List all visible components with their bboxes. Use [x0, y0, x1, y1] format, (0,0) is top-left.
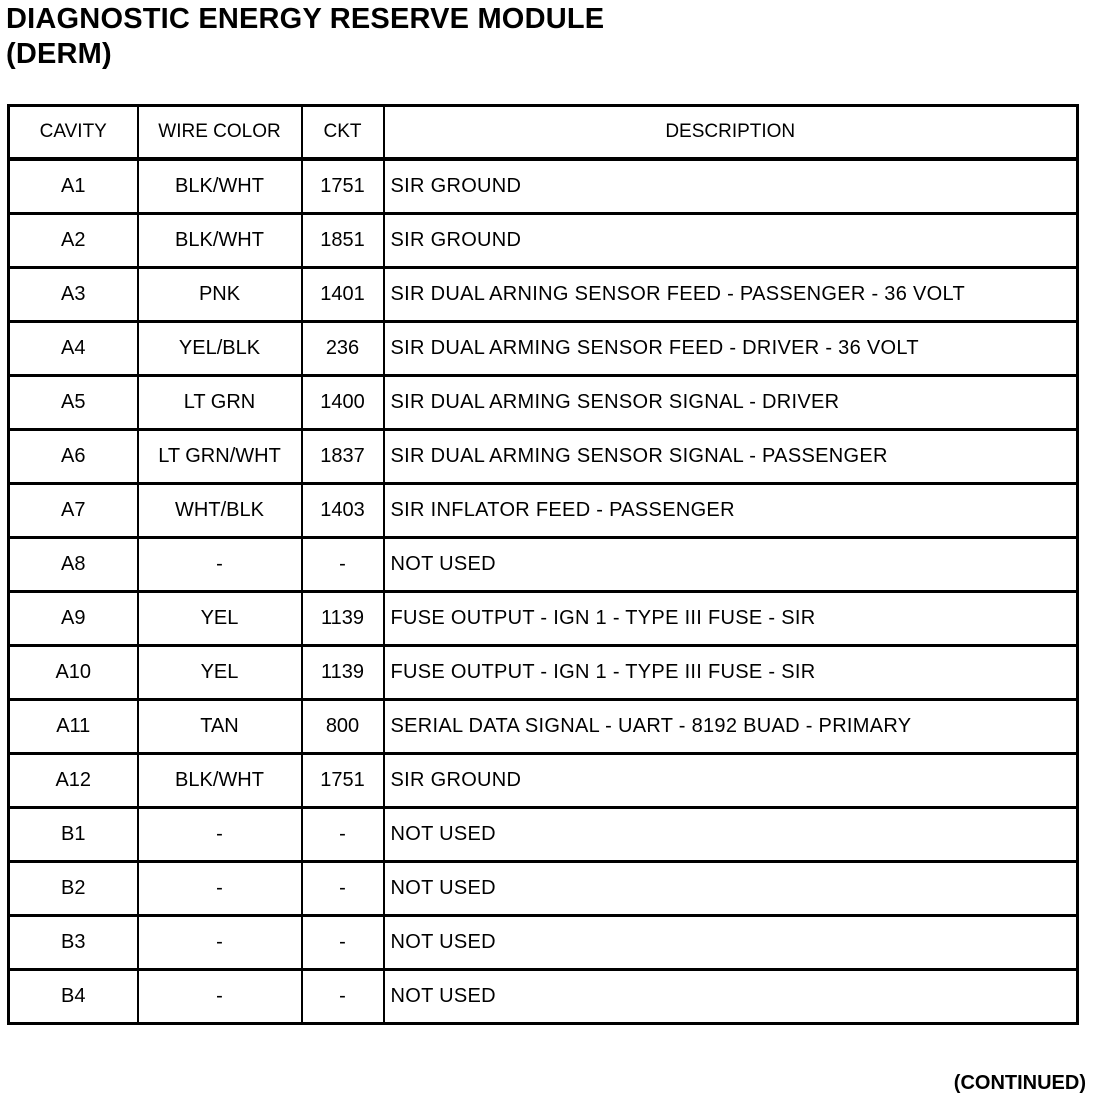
cell-wire-color: WHT/BLK	[138, 484, 302, 538]
cell-description: FUSE OUTPUT - IGN 1 - TYPE III FUSE - SIR	[384, 592, 1078, 646]
table-row	[9, 862, 1078, 916]
cell-ckt: 1139	[302, 646, 384, 700]
table-header-row	[9, 106, 1078, 160]
cell-wire-color: BLK/WHT	[138, 159, 302, 214]
table-row	[9, 376, 1078, 430]
table-row	[9, 214, 1078, 268]
cell-ckt: 1751	[302, 159, 384, 214]
header-description: DESCRIPTION	[384, 106, 1078, 160]
cell-wire-color: BLK/WHT	[138, 754, 302, 808]
table-row	[9, 970, 1078, 1024]
cell-description: SIR DUAL ARMING SENSOR SIGNAL - PASSENGER	[384, 430, 1078, 484]
cell-cavity: A2	[9, 214, 138, 268]
cell-description: SIR DUAL ARMING SENSOR SIGNAL - DRIVER	[384, 376, 1078, 430]
cell-ckt: -	[302, 808, 384, 862]
cell-ckt: -	[302, 970, 384, 1024]
cell-cavity: A8	[9, 538, 138, 592]
cell-ckt: 1400	[302, 376, 384, 430]
header-cavity: CAVITY	[9, 106, 138, 160]
table-row	[9, 484, 1078, 538]
table-row	[9, 646, 1078, 700]
cell-wire-color: -	[138, 916, 302, 970]
table-row	[9, 430, 1078, 484]
cell-wire-color: TAN	[138, 700, 302, 754]
header-ckt: CKT	[302, 106, 384, 160]
cell-ckt: -	[302, 538, 384, 592]
cell-ckt: 1837	[302, 430, 384, 484]
cell-ckt: -	[302, 862, 384, 916]
cell-wire-color: YEL/BLK	[138, 322, 302, 376]
cell-description: NOT USED	[384, 808, 1078, 862]
cell-cavity: A9	[9, 592, 138, 646]
cell-cavity: A11	[9, 700, 138, 754]
cell-wire-color: -	[138, 970, 302, 1024]
cell-cavity: A6	[9, 430, 138, 484]
cell-ckt: 1139	[302, 592, 384, 646]
cell-cavity: A1	[9, 159, 138, 214]
cell-description: SIR GROUND	[384, 159, 1078, 214]
cell-cavity: A5	[9, 376, 138, 430]
table-row	[9, 322, 1078, 376]
table-row	[9, 538, 1078, 592]
cell-wire-color: PNK	[138, 268, 302, 322]
cell-description: SIR DUAL ARMING SENSOR FEED - DRIVER - 36 VOLT	[384, 322, 1078, 376]
cell-ckt: -	[302, 916, 384, 970]
title-line-2: (DERM)	[6, 38, 112, 70]
cell-wire-color: -	[138, 862, 302, 916]
cell-description: NOT USED	[384, 970, 1078, 1024]
cell-cavity: A3	[9, 268, 138, 322]
cell-ckt: 1401	[302, 268, 384, 322]
cell-description: SIR GROUND	[384, 214, 1078, 268]
cell-ckt: 1751	[302, 754, 384, 808]
header-wire-color: WIRE COLOR	[138, 106, 302, 160]
connector-pinout-table	[7, 104, 1079, 1025]
cell-wire-color: YEL	[138, 592, 302, 646]
cell-ckt: 1851	[302, 214, 384, 268]
table-row	[9, 592, 1078, 646]
continued-note: (CONTINUED)	[953, 1072, 1086, 1094]
table-row	[9, 700, 1078, 754]
cell-cavity: A12	[9, 754, 138, 808]
cell-cavity: B2	[9, 862, 138, 916]
cell-wire-color: -	[138, 538, 302, 592]
cell-cavity: A7	[9, 484, 138, 538]
cell-description: SERIAL DATA SIGNAL - UART - 8192 BUAD - PRIMARY	[384, 700, 1078, 754]
cell-cavity: B3	[9, 916, 138, 970]
cell-cavity: B4	[9, 970, 138, 1024]
cell-wire-color: LT GRN/WHT	[138, 430, 302, 484]
cell-description: SIR DUAL ARNING SENSOR FEED - PASSENGER - 36 VOLT	[384, 268, 1078, 322]
cell-description: SIR GROUND	[384, 754, 1078, 808]
cell-description: NOT USED	[384, 916, 1078, 970]
cell-ckt: 236	[302, 322, 384, 376]
cell-description: FUSE OUTPUT - IGN 1 - TYPE III FUSE - SIR	[384, 646, 1078, 700]
table-row	[9, 916, 1078, 970]
table-row	[9, 754, 1078, 808]
cell-description: SIR INFLATOR FEED - PASSENGER	[384, 484, 1078, 538]
table-row	[9, 808, 1078, 862]
cell-ckt: 1403	[302, 484, 384, 538]
cell-wire-color: YEL	[138, 646, 302, 700]
cell-wire-color: LT GRN	[138, 376, 302, 430]
cell-cavity: B1	[9, 808, 138, 862]
table-row	[9, 159, 1078, 214]
page-title	[6, 2, 604, 72]
cell-wire-color: -	[138, 808, 302, 862]
cell-description: NOT USED	[384, 862, 1078, 916]
cell-description: NOT USED	[384, 538, 1078, 592]
table-row	[9, 268, 1078, 322]
cell-cavity: A4	[9, 322, 138, 376]
cell-cavity: A10	[9, 646, 138, 700]
cell-ckt: 800	[302, 700, 384, 754]
title-line-1: DIAGNOSTIC ENERGY RESERVE MODULE	[6, 3, 605, 35]
cell-wire-color: BLK/WHT	[138, 214, 302, 268]
